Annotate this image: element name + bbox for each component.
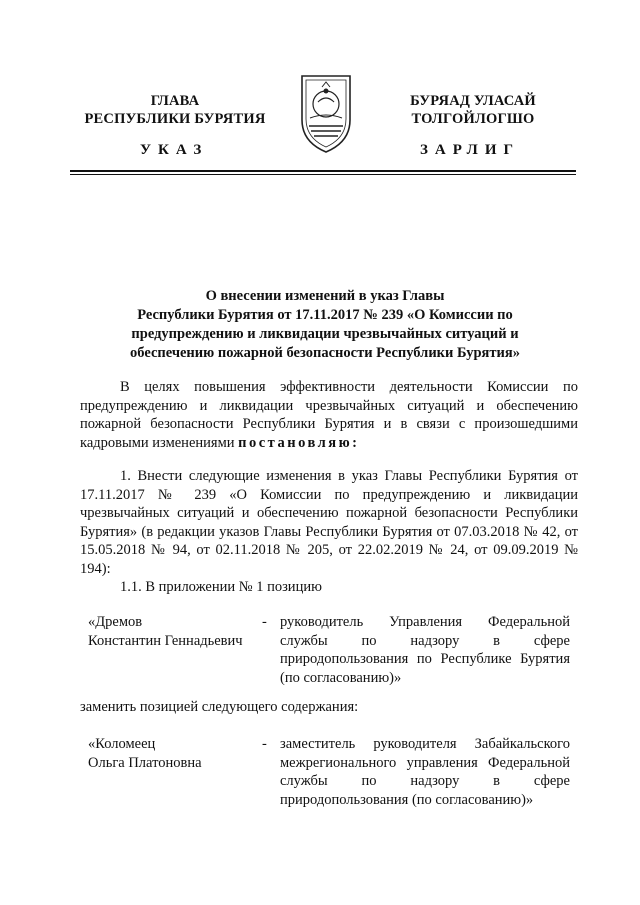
title-line2: Республики Бурятия от 17.11.2017 № 239 «О Комиссии по [137,307,513,323]
replace-text: заменить позицией следующего содержания: [80,699,359,715]
header-left [80,92,270,128]
coat-of-arms-icon [296,72,356,154]
position-new-name [88,735,258,772]
position-old-given-names: Константин Геннадьевич [88,632,243,649]
title-line1: О внесении изменений в указ Главы [205,288,445,304]
decree-title [95,287,555,363]
position-new-role: заместитель руководителя Забайкальского межрегионального управления Федеральной службы по надзору в сфере природопользования (по согласованию)» [280,736,570,808]
header-right [378,92,568,128]
header-rule-thick [70,170,576,172]
position-old [88,613,578,693]
header-left-line2: РЕСПУБЛИКИ БУРЯТИЯ [84,111,266,127]
item1-paragraph [80,467,578,579]
position-old-surname: «Дремов [88,614,143,630]
replace-paragraph [80,698,578,717]
item1-1-text: 1.1. В приложении № 1 позицию [120,579,322,595]
item1-1-paragraph [80,578,578,597]
position-old-role: руководитель Управления Федеральной службы по надзору в сфере природопользования по Республике Бурятия (по согласованию)» [280,614,570,686]
doc-type-right: ЗАРЛИГ [420,142,521,158]
position-old-dash: - [262,614,267,630]
title-line3: предупреждению и ликвидации чрезвычайных ситуаций и [131,326,519,342]
position-new-given-names: Ольга Платоновна [88,754,202,771]
item1-text: 1. Внести следующие изменения в указ Главы Республики Бурятия от 17.11.2017 № 239 «О Комиссии по предупреждению и ликвидации чрезвычайных ситуаций и обеспечению пожарной безопасности Республики Бурятия» (в редакции указов Главы Республики Бурятия от 07.03.2018 № 42, от 15.05.2018 № 94, от 02.11.2018 № 205, от 22.02.2019 № 24, от 09.09.2019 № 194): [80,468,578,577]
position-new-dash: - [262,736,267,752]
position-new [88,735,578,815]
position-new-surname: «Коломеец [88,736,156,752]
header-rule-thin [70,174,576,175]
preamble-text: В целях повышения эффективности деятельности Комиссии по предупреждению и ликвидации чрезвычайных ситуаций и обеспечению пожарной безопасности Республики Бурятия и в связи с произошедшими кадровыми изменениями [80,379,578,451]
preamble-keyword: постановляю: [238,434,360,451]
position-old-name [88,613,258,650]
header-left-line1: ГЛАВА [150,93,200,109]
header-right-line1: БУРЯАД УЛАСАЙ [410,93,536,109]
header-right-line2: ТОЛГОЙЛОГШО [411,111,535,127]
title-line4: обеспечению пожарной безопасности Республики Бурятия» [130,345,520,361]
preamble-paragraph [80,378,578,452]
doc-type-left: УКАЗ [140,142,209,158]
